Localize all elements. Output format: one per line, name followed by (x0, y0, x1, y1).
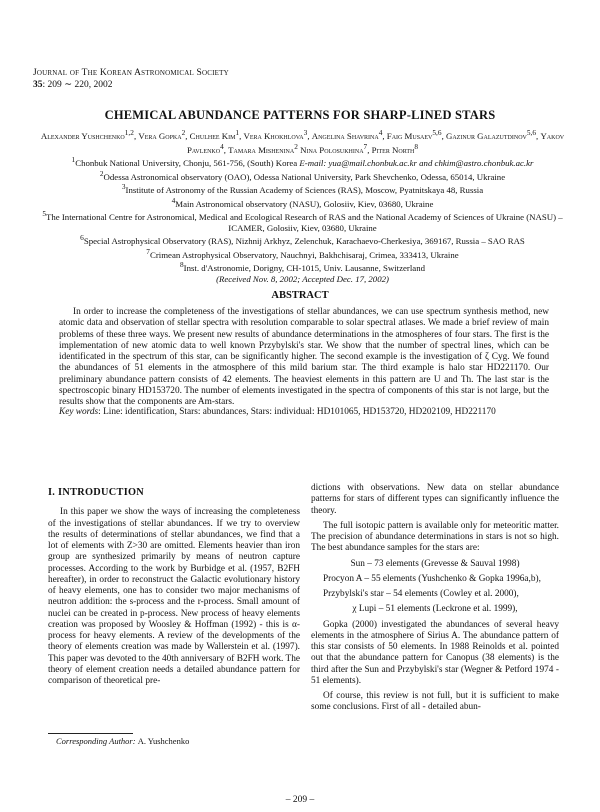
abstract-text: In order to increase the completeness of the investigations of stellar abundances, we can use spectrum synthesis method, new atomic data and observation of stellar spectra with resolution comparable to solar spectral atlases. We made a brief review of main problems of these three ways. We present new results of abundance determinations in the atmospheres of four stars. The first is the implementation of new atomic data to well known Przybylski's star. We show that the number of spectral lines, which can be identificated in the spectrum of this star, can be significantly higher. The second example is the investigation of ζ Cyg. We found the abundances of 51 elements in the atmosphere of this mild barium star. The third example is halo star HD221170. Our preliminary abundance pattern consists of 42 elements. The heaviest elements in this pattern are U and Th. The last star is the spectroscopic binary HD153720. The number of elements investigated in the spectra of components of this star is not large, but the results show that the components are Am-stars. (59, 307, 549, 408)
email: yua@mail.chonbuk.ac.kr and chkim@astro.chonbuk.ac.kr (328, 157, 534, 168)
author: Vera Khokhlova (243, 130, 304, 141)
author: Piter North (371, 144, 415, 155)
paragraph: The full isotopic pattern is available only for meteoritic matter. The precision of abundance determinations in stars is not so high. The best abundance samples for the stars are: (311, 520, 559, 554)
affiliation-5: $^5$The International Centre for Astronomical, Medical and Ecological Research of RAS and the National Academy of Sciences of Ukraine (NASU) – ICAMER, Golosiiv, Kiev, 03680, Ukraine (42, 209, 563, 233)
affiliation-4: $^4$Main Astronomical observatory (NASU), Golosiiv, Kiev, 03680, Ukraine (171, 195, 434, 209)
author: Chulhee Kim (189, 130, 236, 141)
paper-title: CHEMICAL ABUNDANCE PATTERNS FOR SHARP-LINED STARS (104, 108, 496, 122)
left-column (48, 483, 300, 687)
author: Angelina Shavrina (311, 130, 379, 141)
paragraph: In this paper we show the ways of increasing the completeness of the investigations of stellar abundances. If we try to overview the results of determinations of stellar abundances, we find that a lot of elements with Z>30 are omitted. Elements heavier than iron group are synthesized primarily by means of neutron capture processes. According to the work by Burbidge et al. (1957, B2FH hereafter), in order to reconstruct the Galactic evolutionary history of heavy elements, one has to consider two major mechanisms of neutron addition: the s-process and the r-process. Small amount of nuclei can be created in p-process. New process of heavy elements creation was proposed by Woosley & Hoffman (1992) - this is α-process for heavy elements. A review of the developments of the theory of elements creation was made by Wallerstein et al. (1997). This paper was devoted to the 40th anniversary of B2FH work. The theory of element creation needs a detailed abundance pattern for comparison of theoretical pre- (48, 507, 300, 686)
author: Tamara Mishenina (228, 144, 295, 155)
journal-citation (33, 80, 229, 92)
keywords-label: Key words (59, 407, 99, 417)
footnote-label: Corresponding Author: (56, 736, 136, 746)
author: Yakov Pavlenko (186, 130, 565, 155)
author-block (30, 128, 575, 284)
author: Alexander Yushchenko (40, 130, 125, 141)
keywords-list: : Line: identification, Stars: abundances, Stars: individual: HD101065, HD153720, HD202109, HD221170 (98, 407, 496, 417)
list-item: Procyon A – 55 elements (Yushchenko & Gopka 1996a,b), (323, 573, 541, 584)
page-number: – 209 – (285, 795, 315, 805)
section-heading: I. INTRODUCTION (48, 487, 145, 498)
corresponding-author-footnote (56, 736, 189, 746)
author-list: Alexander Yushchenko$^{1,2}$, Vera Gopka$^2$, Chulhee Kim$^1$, Vera Khokhlova$^3$, Angelina Shavrina$^4$, Faig Musaev$^{5,6}$, Gazinur Galazutdinov$^{5,6}$, Yakov Pavlenko$^4$, Tamara Mishenina$^2$ Nina Polosukhina$^7$, Piter North$^8$ (40, 128, 565, 155)
journal-volume: 35 (33, 79, 43, 90)
affiliation-3: $^3$Institute of Astronomy of the Russian Academy of Sciences (RAS), Moscow, Pyatnitskaya 48, Russia (121, 182, 484, 195)
list-item: Przybylski's star – 54 elements (Cowley et al. 2000), (323, 589, 519, 599)
paragraph: dictions with observations. New data on stellar abundance patterns for stars of different types can significantly influence the theory. (311, 483, 559, 516)
right-column (311, 483, 559, 714)
author: Gazinur Galazutdinov (445, 130, 527, 141)
list-item: Sun – 73 elements (Grevesse & Sauval 1998) (350, 558, 520, 569)
journal-header (33, 68, 229, 91)
affiliation-8: $^8$Inst. d'Astronomie, Dorigny, CH-1015, Univ. Lausanne, Switzerland (179, 260, 425, 274)
footnote-divider (48, 733, 133, 734)
paragraph: Gopka (2000) investigated the abundances of several heavy elements in the atmosphere of Sirius A. The abundance pattern of this star consists of 50 elements. In 1988 Reinolds et al. pointed out that the abundance pattern for Canopus (38 elements) is the third after the Sun and Przybylski's star (Wegner & Petford 1974 - 51 elements). (311, 619, 559, 686)
journal-name: Journal of The Korean Astronomical Society (33, 68, 229, 78)
affiliation-6: $^6$Special Astrophysical Observatory (RAS), Nizhnij Arkhyz, Zelenchuk, Karachaevo-Cherkesiya, 369167, Russia – SAO RAS (80, 233, 525, 247)
affiliation-2: $^2$Odessa Astronomical observatory (OAO), Odessa National University, Park Shevchenko, Odessa, 65014, Ukraine (99, 168, 506, 182)
affiliation-1: $^1$Chonbuk National University, Chonju, 561-756, (South) Korea E-mail: yua@mail.chonbuk.ac.kr and chkim@astro.chonbuk.ac.kr (71, 155, 534, 168)
keywords (59, 407, 549, 418)
paragraph: Of course, this review is not full, but it is sufficient to make some conclusions. First of all - detailed abun- (311, 691, 559, 713)
abstract-heading: ABSTRACT (271, 290, 329, 301)
author: Vera Gopka (138, 130, 182, 141)
author: Faig Musaev (386, 130, 433, 141)
footnote-name: A. Yushchenko (137, 736, 190, 746)
affiliation-7: $^7$Crimean Astrophysical Observatory, Nauchnyi, Bakhchisaraj, Crimea, 333413, Ukraine (146, 246, 459, 260)
author: Nina Polosukhina (300, 144, 364, 155)
journal-pages: : 209 ∼ 220, 2002 (42, 79, 113, 90)
received-dates: (Received Nov. 8, 2002; Accepted Dec. 17, 2002) (216, 273, 389, 284)
list-item: χ Lupi – 51 elements (Leckrone et al. 1999), (352, 604, 518, 615)
